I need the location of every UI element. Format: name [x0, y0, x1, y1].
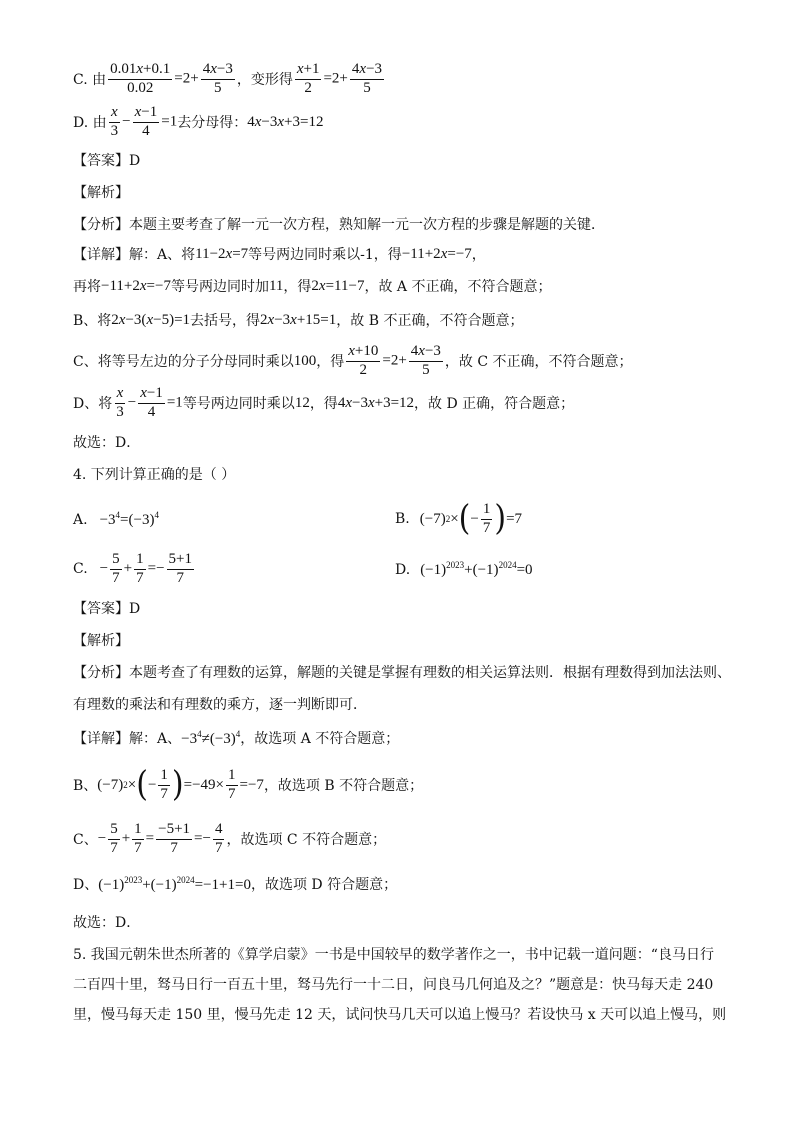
q5-line-3: 里，慢马每天走 150 里，慢马先走 12 天，试问快马几天可以追上慢马？若设快马 x 天可以追上慢马，则 — [73, 1007, 727, 1023]
q3-answer: 【答案】D — [73, 153, 141, 169]
q4-option-a: A. $-3^4=(-3)^4$ — [73, 510, 159, 528]
q3-fenxi: 【分析】本题主要考查了解一元一次方程，熟知解一元一次方程的步骤是解题的关键． — [73, 217, 605, 233]
q3-xiangjie-a: 【详解】解：A、将 11−2x=7 等号两边同时乘以-1，得 −11+2x=−7 ， — [73, 245, 486, 263]
q4-xiangjie-b: B、 (−7) 2 × ( − $\frac{1}{7}$ ) =−49× $\frac{1}{7}$ =−7 ，故选项 B 不符合题意； — [73, 764, 424, 805]
q4-xiangjie-d: D、 $(-1)^{2023}+(-1)^{2024}=-1+1=0$ ，故选项 D 符合题意； — [73, 874, 398, 893]
q4-stem: 4. 下列计算正确的是（ ） — [73, 467, 236, 483]
q4-option-c: C. − $\frac{5}{7}$ + $\frac{1}{7}$ =− $\frac{5+1}{7}$ — [73, 551, 192, 586]
q4-option-d: D. $(-1)^{2023}+(-1)^{2024}=0$ — [395, 560, 533, 578]
q4-xiangjie-a: 【详解】解：A、 $-3^4\ne(-3)^4$ ，故选项 A 不符合题意； — [73, 728, 400, 747]
q3-xiangjie-b: B、将 2x−3(x−5)=1 去括号，得 2x−3x+15=1 ，故 B 不正确，不符合题意； — [73, 311, 524, 329]
q4-answer: 【答案】D — [73, 601, 141, 617]
q4-option-b: B. (−7) 2 × ( − $\frac{1}{7}$ ) =7 — [395, 498, 523, 539]
q3-xiangjie-d: D、将 $\frac{x}{3}$ − $\frac{x-1}{4}$ =1 等号两边同时乘以 12 ，得 4x−3x+3=12 ，故 D 正确，符合题意； — [73, 385, 575, 420]
q3-option-c: C. 由 $\frac{0.01x+0.1}{0.02}$ =2+ $\frac{4x-3}{5}$ ，变形得 $\frac{x+1}{2}$ =2+ $\frac{4x-3}{5}$ — [73, 61, 383, 96]
q5-line-2: 二百四十里，驽马日行一百五十里，驽马先行一十二日，问良马几何追及之？”题意是：快马每天走 240 — [73, 977, 714, 993]
q4-fenxi-2: 有理数的乘法和有理数的乘方，逐一判断即可． — [73, 697, 367, 713]
q4-conclusion: 故选：D． — [73, 915, 141, 931]
q3-conclusion: 故选：D． — [73, 435, 141, 451]
q3-xiangjie-c: C、将等号左边的分子分母同时乘以 100 ，得 $\frac{x+10}{2}$ =2+ $\frac{4x-3}{5}$ ，故 C 不正确，不符合题意； — [73, 343, 633, 378]
math-expression: $\frac{0.01x+0.1}{0.02}$ =2+ $\frac{4x-3}{5}$ — [110, 61, 233, 96]
q4-xiangjie-c: C、 − $\frac{5}{7}$ + $\frac{1}{7}$ = $\frac{-5+1}{7}$ =− $\frac{4}{7}$ ，故选项 C 不符合题意； — [73, 821, 387, 856]
q5-line-1: 5. 我国元朝朱世杰所著的《算学启蒙》一书是中国较早的数学著作之一，书中记载一道问题：“良马日行 — [73, 947, 714, 963]
q4-analysis-heading: 【解析】 — [73, 633, 129, 649]
q3-analysis-heading: 【解析】 — [73, 185, 129, 201]
q3-xiangjie-a2: 再将 −11+2x=−7 等号两边同时加 11 ，得 2x=11−7 ，故 A 不正确，不符合题意； — [73, 277, 552, 295]
q3-option-d: D. 由 $\frac{x}{3}$ − $\frac{x-1}{4}$ =1 去分母得： 4x−3x+3=12 — [73, 104, 324, 139]
q4-fenxi-1: 【分析】本题考查了有理数的运算，解题的关键是掌握有理数的相关运算法则．根据有理数得到加法法则、 — [73, 665, 731, 681]
